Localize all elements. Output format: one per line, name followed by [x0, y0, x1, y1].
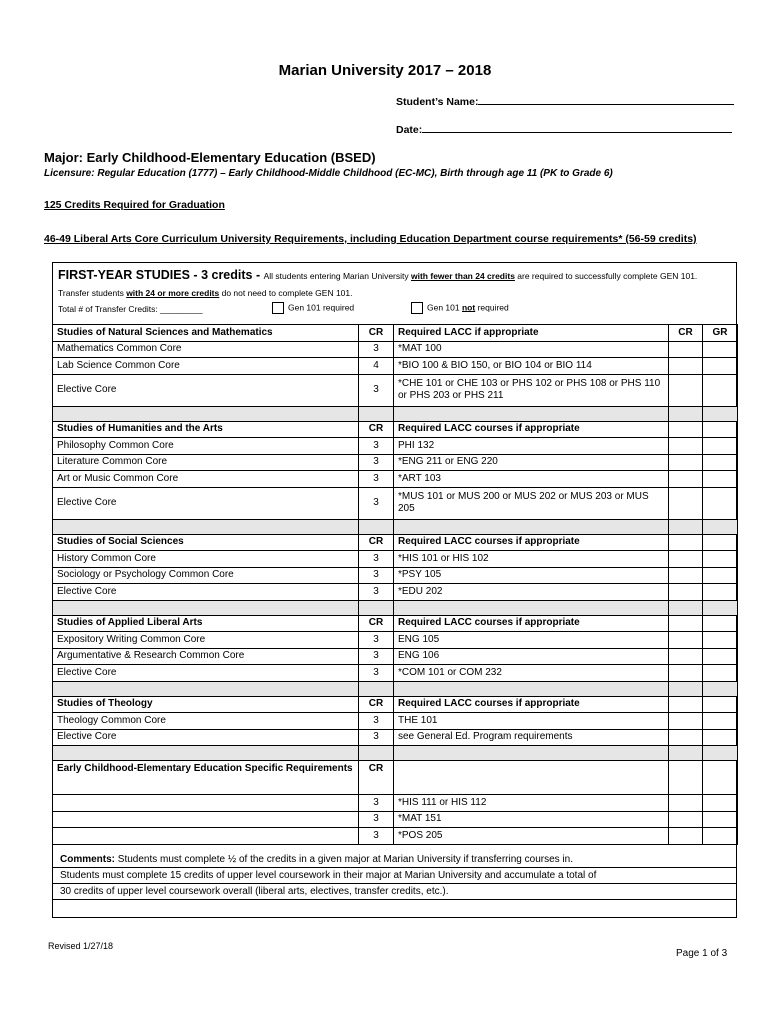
section-cr-header: CR	[359, 421, 394, 438]
requirement-name: Elective Core	[53, 729, 359, 746]
table-row	[53, 795, 738, 812]
required-course: *EDU 202	[394, 584, 669, 601]
required-course: ENG 106	[394, 648, 669, 665]
spacer-row	[53, 746, 738, 761]
section-title: Studies of Social Sciences	[53, 534, 359, 551]
cr-entry-cell[interactable]	[669, 615, 703, 632]
section-header-row	[53, 421, 738, 438]
gr-entry-cell[interactable]	[703, 713, 738, 730]
gr-entry-cell[interactable]	[703, 358, 738, 375]
section-req-header: Required LACC courses if appropriate	[394, 696, 669, 713]
table-row	[53, 811, 738, 828]
credits-required: 125 Credits Required for Graduation	[44, 199, 225, 211]
section-header-row	[53, 615, 738, 632]
cr-entry-cell[interactable]	[669, 828, 703, 845]
comments-line-3: 30 credits of upper level coursework overall (liberal arts, electives, transfer credits, etc.).	[52, 884, 737, 900]
requirement-credits: 3	[359, 567, 394, 584]
licensure-text: Licensure: Regular Education (1777) – Early Childhood-Middle Childhood (EC-MC), Birth through age 11 (PK to Grade 6)	[44, 168, 613, 179]
table-row	[53, 567, 738, 584]
section-title: Studies of Theology	[53, 696, 359, 713]
requirement-credits: 3	[359, 632, 394, 649]
cr-column-header: CR	[669, 325, 703, 342]
section-title: Early Childhood-Elementary Education Specific Requirements	[53, 761, 359, 795]
cr-entry-cell[interactable]	[669, 713, 703, 730]
required-course: *ENG 211 or ENG 220	[394, 454, 669, 471]
comments-blank-line[interactable]	[52, 900, 737, 918]
required-course: *BIO 100 & BIO 150, or BIO 104 or BIO 114	[394, 358, 669, 375]
section-cr-header: CR	[359, 761, 394, 795]
cr-entry-cell[interactable]	[669, 374, 703, 406]
section-title: Studies of Natural Sciences and Mathematics	[53, 325, 359, 342]
required-course: *MAT 151	[394, 811, 669, 828]
section-cr-header: CR	[359, 325, 394, 342]
comments-line-2: Students must complete 15 credits of upper level coursework in their major at Marian University and accumulate a total of	[52, 868, 737, 884]
cr-entry-cell[interactable]	[669, 795, 703, 812]
requirement-credits: 3	[359, 551, 394, 568]
gr-entry-cell[interactable]	[703, 374, 738, 406]
required-course: *ART 103	[394, 471, 669, 488]
requirement-credits: 3	[359, 438, 394, 455]
cr-entry-cell[interactable]	[669, 438, 703, 455]
gen101-required-option[interactable]: Gen 101 required	[272, 302, 354, 314]
gr-entry-cell[interactable]	[703, 632, 738, 649]
gr-entry-cell[interactable]	[703, 729, 738, 746]
cr-entry-cell[interactable]	[669, 341, 703, 358]
required-course: PHI 132	[394, 438, 669, 455]
cr-entry-cell[interactable]	[669, 811, 703, 828]
requirement-credits: 4	[359, 358, 394, 375]
required-course: *POS 205	[394, 828, 669, 845]
cr-entry-cell[interactable]	[669, 584, 703, 601]
requirement-credits: 3	[359, 454, 394, 471]
major-heading: Major: Early Childhood-Elementary Education (BSED)	[44, 150, 376, 165]
page-title: Marian University 2017 – 2018	[278, 62, 492, 79]
gr-entry-cell[interactable]	[703, 551, 738, 568]
required-course: *HIS 111 or HIS 112	[394, 795, 669, 812]
requirement-credits: 3	[359, 665, 394, 682]
section-title: Studies of Humanities and the Arts	[53, 421, 359, 438]
requirement-name: History Common Core	[53, 551, 359, 568]
cr-entry-cell[interactable]	[669, 696, 703, 713]
cr-entry-cell[interactable]	[669, 632, 703, 649]
spacer-row	[53, 681, 738, 696]
requirement-name: Philosophy Common Core	[53, 438, 359, 455]
requirement-name: Mathematics Common Core	[53, 341, 359, 358]
gr-entry-cell[interactable]	[703, 828, 738, 845]
section-req-header: Required LACC courses if appropriate	[394, 534, 669, 551]
requirement-name: Elective Core	[53, 584, 359, 601]
spacer-row	[53, 406, 738, 421]
gr-entry-cell[interactable]	[703, 454, 738, 471]
requirement-credits: 3	[359, 487, 394, 519]
section-req-header: Required LACC if appropriate	[394, 325, 669, 342]
section-header-row	[53, 696, 738, 713]
gr-entry-cell[interactable]	[703, 811, 738, 828]
section-cr-header: CR	[359, 615, 394, 632]
date-line[interactable]	[422, 132, 732, 133]
section-header-row	[53, 534, 738, 551]
page-number: Page 1 of 3	[676, 948, 728, 959]
table-row	[53, 648, 738, 665]
gr-entry-cell[interactable]	[703, 471, 738, 488]
gr-entry-cell[interactable]	[703, 761, 738, 795]
requirement-name: Lab Science Common Core	[53, 358, 359, 375]
gr-entry-cell[interactable]	[703, 665, 738, 682]
gr-column-header: GR	[703, 325, 738, 342]
requirement-name: Argumentative & Research Common Core	[53, 648, 359, 665]
section-req-header	[394, 761, 669, 795]
cr-entry-cell[interactable]	[669, 471, 703, 488]
spacer-row	[53, 600, 738, 615]
requirement-name	[53, 828, 359, 845]
gr-entry-cell[interactable]	[703, 795, 738, 812]
table-row	[53, 713, 738, 730]
transfer-note: Transfer students with 24 or more credits do not need to complete GEN 101.	[58, 288, 353, 298]
requirement-name: Theology Common Core	[53, 713, 359, 730]
table-row	[53, 358, 738, 375]
section-req-header: Required LACC courses if appropriate	[394, 421, 669, 438]
requirements-table	[52, 324, 738, 845]
cr-entry-cell[interactable]	[669, 567, 703, 584]
first-year-title: FIRST-YEAR STUDIES - 3 credits -	[58, 268, 264, 282]
requirement-credits: 3	[359, 648, 394, 665]
requirement-name	[53, 795, 359, 812]
section-title: Studies of Applied Liberal Arts	[53, 615, 359, 632]
gr-entry-cell[interactable]	[703, 567, 738, 584]
table-row	[53, 665, 738, 682]
section-cr-header: CR	[359, 534, 394, 551]
requirement-credits: 3	[359, 828, 394, 845]
table-row	[53, 438, 738, 455]
cr-entry-cell[interactable]	[669, 729, 703, 746]
table-row	[53, 341, 738, 358]
spacer-row	[53, 519, 738, 534]
requirement-credits: 3	[359, 729, 394, 746]
requirement-credits: 3	[359, 471, 394, 488]
cr-entry-cell[interactable]	[669, 454, 703, 471]
gr-entry-cell[interactable]	[703, 487, 738, 519]
cr-entry-cell[interactable]	[669, 665, 703, 682]
cr-entry-cell[interactable]	[669, 358, 703, 375]
requirement-name	[53, 811, 359, 828]
cr-entry-cell[interactable]	[669, 648, 703, 665]
required-course: THE 101	[394, 713, 669, 730]
student-name-line[interactable]	[478, 104, 734, 105]
required-course: *COM 101 or COM 232	[394, 665, 669, 682]
gr-entry-cell[interactable]	[703, 584, 738, 601]
requirement-credits: 3	[359, 341, 394, 358]
table-row	[53, 828, 738, 845]
required-course: *MUS 101 or MUS 200 or MUS 202 or MUS 203 or MUS 205	[394, 487, 669, 519]
gen101-required-checkbox[interactable]	[272, 302, 284, 314]
table-row	[53, 632, 738, 649]
revised-date: Revised 1/27/18	[48, 941, 114, 951]
requirement-credits: 3	[359, 713, 394, 730]
table-row	[53, 584, 738, 601]
table-row	[53, 729, 738, 746]
requirement-credits: 3	[359, 795, 394, 812]
cr-entry-cell[interactable]	[669, 421, 703, 438]
section-header-row	[53, 761, 738, 795]
transfer-credits-total[interactable]: Total # of Transfer Credits: _________	[58, 304, 203, 314]
first-year-note: All students entering Marian University with fewer than 24 credits are required to successfully complete GEN 101.	[263, 271, 698, 281]
required-course: ENG 105	[394, 632, 669, 649]
requirement-credits: 3	[359, 584, 394, 601]
requirement-name: Elective Core	[53, 665, 359, 682]
required-course: *MAT 100	[394, 341, 669, 358]
required-course: *CHE 101 or CHE 103 or PHS 102 or PHS 108 or PHS 110 or PHS 203 or PHS 211	[394, 374, 669, 406]
section-cr-header: CR	[359, 696, 394, 713]
requirement-name: Literature Common Core	[53, 454, 359, 471]
gr-entry-cell[interactable]	[703, 615, 738, 632]
gr-entry-cell[interactable]	[703, 648, 738, 665]
requirement-name: Elective Core	[53, 487, 359, 519]
gr-entry-cell[interactable]	[703, 438, 738, 455]
cr-entry-cell[interactable]	[669, 487, 703, 519]
table-row	[53, 374, 738, 406]
student-name-field[interactable]	[396, 96, 734, 108]
required-course: *HIS 101 or HIS 102	[394, 551, 669, 568]
gen101-not-required-checkbox[interactable]	[411, 302, 423, 314]
gr-entry-cell[interactable]	[703, 696, 738, 713]
requirement-name: Expository Writing Common Core	[53, 632, 359, 649]
cr-entry-cell[interactable]	[669, 761, 703, 795]
table-row	[53, 471, 738, 488]
requirement-name: Art or Music Common Core	[53, 471, 359, 488]
required-course: see General Ed. Program requirements	[394, 729, 669, 746]
core-requirements: 46-49 Liberal Arts Core Curriculum University Requirements, including Education Department course requirements* (56-59 credits)	[44, 233, 697, 245]
table-row	[53, 551, 738, 568]
gen101-not-required-option[interactable]: Gen 101 not required	[411, 302, 509, 314]
first-year-heading	[58, 268, 697, 282]
date-field[interactable]	[396, 124, 732, 136]
gr-entry-cell[interactable]	[703, 341, 738, 358]
section-header-row	[53, 325, 738, 342]
date-label: Date:	[396, 124, 423, 136]
gr-entry-cell[interactable]	[703, 421, 738, 438]
student-name-label: Student’s Name:	[396, 96, 479, 108]
section-req-header: Required LACC courses if appropriate	[394, 615, 669, 632]
gr-entry-cell[interactable]	[703, 534, 738, 551]
table-row	[53, 487, 738, 519]
cr-entry-cell[interactable]	[669, 534, 703, 551]
comments-label: Comments:	[60, 854, 116, 865]
comments-line-1: Comments: Students must complete ½ of the credits in a given major at Marian University if transferring courses in.	[52, 852, 737, 868]
table-row	[53, 454, 738, 471]
requirement-credits: 3	[359, 374, 394, 406]
required-course: *PSY 105	[394, 567, 669, 584]
requirement-name: Elective Core	[53, 374, 359, 406]
cr-entry-cell[interactable]	[669, 551, 703, 568]
requirement-credits: 3	[359, 811, 394, 828]
requirement-name: Sociology or Psychology Common Core	[53, 567, 359, 584]
